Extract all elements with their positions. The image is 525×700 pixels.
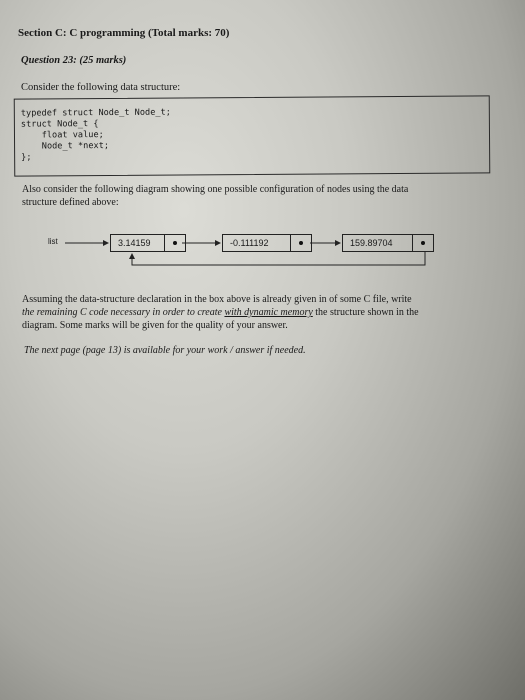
section-title: Section C: C programming (Total marks: 70): [18, 27, 230, 39]
code-box: [14, 95, 491, 176]
question-title: Question 23: (25 marks): [21, 55, 127, 66]
diagram-intro-line1: Also consider the following diagram showing one possible configuration of nodes using the data: [22, 184, 409, 195]
pointer-dot-icon: [173, 241, 177, 245]
diagram-intro-line2: structure defined above:: [22, 197, 119, 208]
node-value: 159.89704: [343, 235, 413, 251]
intro-text: Consider the following data structure:: [21, 82, 181, 93]
code-line: Node_t *next;: [21, 140, 110, 152]
code-line: typedef struct Node_t Node_t;: [20, 107, 171, 119]
node-3: [342, 234, 434, 252]
task-emphasis: with dynamic memory: [224, 307, 313, 318]
pointer-dot-icon: [299, 241, 303, 245]
task-line2-prefix: the remaining C code necessary in order to create: [22, 307, 225, 318]
code-line: struct Node_t {: [20, 119, 99, 130]
code-line: };: [21, 152, 32, 163]
next-page-note: The next page (page 13) is available for your work / answer if needed.: [24, 345, 306, 356]
code-line: float value;: [20, 130, 104, 141]
task-line2: [22, 307, 419, 318]
node-2: [222, 234, 312, 252]
next-pointer: [291, 235, 311, 251]
task-line1: Assuming the data-structure declaration in the box above is already given in of some C file, write: [22, 294, 412, 305]
node-1: [110, 234, 186, 252]
next-pointer: [165, 235, 185, 251]
arrow-node3-to-node1: [132, 252, 425, 265]
list-label: list: [48, 237, 58, 246]
pointer-dot-icon: [421, 241, 425, 245]
next-pointer: [413, 235, 433, 251]
node-value: -0.111192: [223, 235, 291, 251]
linked-list-diagram: [40, 225, 450, 275]
task-line2-suffix: the structure shown in the: [312, 307, 419, 318]
task-line3: diagram. Some marks will be given for the quality of your answer.: [22, 320, 288, 331]
node-value: 3.14159: [111, 235, 165, 251]
